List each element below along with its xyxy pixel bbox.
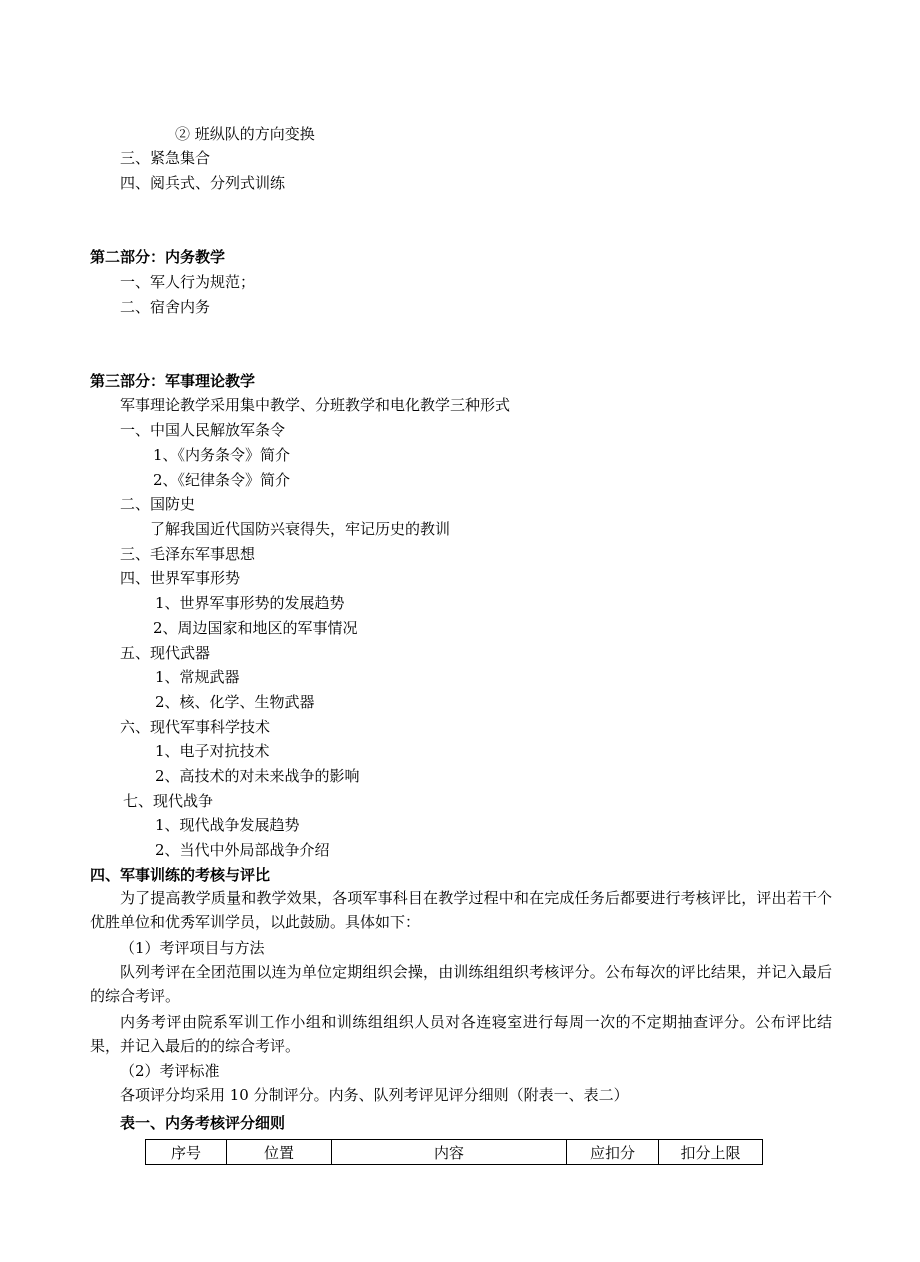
header-cell-deduction: 应扣分: [567, 1140, 659, 1165]
outline-item: 2、当代中外局部战争介绍: [155, 841, 330, 859]
outline-item: 1、电子对抗技术: [155, 742, 270, 760]
outline-item: 2、《纪律条令》简介: [153, 471, 291, 489]
table-title: 表一、内务考核评分细则: [120, 1114, 286, 1132]
header-cell-index: 序号: [146, 1140, 227, 1165]
outline-item: 1、常规武器: [155, 668, 240, 686]
section-heading: 四、军事训练的考核与评比: [90, 866, 271, 884]
outline-item: 六、现代军事科学技术: [120, 718, 271, 736]
outline-item: 1、《内务条令》简介: [153, 446, 291, 464]
outline-item: 2、核、化学、生物武器: [155, 693, 315, 711]
outline-item: 二、宿舍内务: [120, 298, 211, 316]
table-header-row: [146, 1140, 763, 1165]
outline-item: 2、高技术的对未来战争的影响: [155, 767, 360, 785]
header-cell-content: 内容: [332, 1140, 567, 1165]
body-paragraph: 内务考评由院系军训工作小组和训练组组织人员对各连寝室进行每周一次的不定期抽查评分。公布评比结果，并记入最后的的综合考评。: [90, 1013, 832, 1055]
outline-item: 四、世界军事形势: [120, 569, 241, 587]
outline-item: 一、军人行为规范；: [120, 273, 256, 291]
body-paragraph: （2）考评标准: [120, 1062, 220, 1080]
outline-item: 三、毛泽东军事思想: [120, 545, 256, 563]
scoring-table: [145, 1139, 763, 1165]
body-paragraph: 队列考评在全团范围以连为单位定期组织会操，由训练组组织考核评分。公布每次的评比结果，并记入最后的综合考评。: [90, 963, 832, 1005]
outline-item: 四、阅兵式、分列式训练: [120, 174, 286, 192]
body-paragraph: （1）考评项目与方法: [120, 939, 265, 957]
outline-item: 2、周边国家和地区的军事情况: [153, 619, 358, 637]
header-cell-position: 位置: [227, 1140, 332, 1165]
body-paragraph: 为了提高教学质量和教学效果，各项军事科目在教学过程中和在完成任务后都要进行考核评比，评出若干个优胜单位和优秀军训学员，以此鼓励。具体如下：: [90, 889, 832, 931]
outline-item: 七、现代战争: [123, 792, 214, 810]
outline-item: 军事理论教学采用集中教学、分班教学和电化教学三种形式: [120, 396, 511, 414]
outline-item: 一、中国人民解放军条令: [120, 421, 286, 439]
outline-item: 了解我国近代国防兴衰得失，牢记历史的教训: [150, 520, 451, 538]
outline-item: ② 班纵队的方向变换: [175, 125, 315, 143]
section-heading: 第三部分：军事理论教学: [90, 372, 256, 390]
section-heading: 第二部分：内务教学: [90, 248, 226, 266]
outline-item: 三、紧急集合: [120, 149, 211, 167]
outline-item: 1、世界军事形势的发展趋势: [155, 594, 345, 612]
outline-item: 五、现代武器: [120, 644, 211, 662]
outline-item: 1、现代战争发展趋势: [155, 816, 300, 834]
body-paragraph: 各项评分均采用 10 分制评分。内务、队列考评见评分细则（附表一、表二）: [120, 1086, 629, 1104]
outline-item: 二、国防史: [120, 495, 196, 513]
header-cell-deduction-limit: 扣分上限: [659, 1140, 763, 1165]
